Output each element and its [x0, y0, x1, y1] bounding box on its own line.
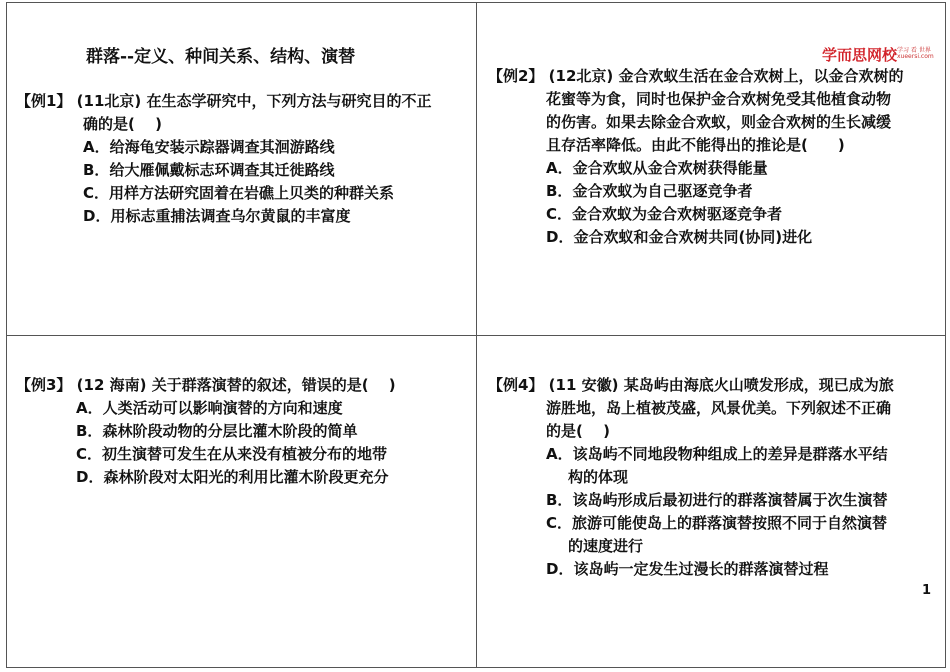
question-2-option-a: A．金合欢蚁从金合欢树获得能量 — [546, 159, 768, 177]
question-2-option-b: B．金合欢蚁为自己驱逐竞争者 — [546, 182, 753, 200]
question-2-stem: 【例2】 (12北京) 金合欢蚁生活在金合欢树上，以金合欢树的 — [488, 67, 904, 85]
question-3-stem: 【例3】 (12 海南) 关于群落演替的叙述，错误的是( ) — [16, 376, 396, 394]
page-title: 群落--定义、种间关系、结构、演替 — [86, 47, 356, 67]
question-4-option-b: B．该岛屿形成后最初进行的群落演替属于次生演替 — [546, 491, 888, 509]
question-4-option-a: A．该岛屿不同地段物种组成上的差异是群落水平结 构的体现 — [546, 445, 888, 486]
logo-url: xueersi.com — [897, 53, 934, 60]
question-1-option-b: B．给大雁佩戴标志环调查其迁徙路线 — [83, 161, 335, 179]
question-4-stem-line3: 的是( ) — [546, 422, 610, 440]
question-3-option-c: C．初生演替可发生在从来没有植被分布的地带 — [76, 445, 388, 463]
question-2-stem-line2: 花蜜等为食，同时也保护金合欢树免受其他植食动物 — [546, 90, 892, 108]
question-3-option-d: D．森林阶段对太阳光的利用比灌木阶段更充分 — [76, 468, 389, 486]
question-1-option-a: A．给海龟安装示踪器调查其洄游路线 — [83, 138, 335, 156]
question-3-option-b: B．森林阶段动物的分层比灌木阶段的简单 — [76, 422, 358, 440]
question-2-option-d: D．金合欢蚁和金合欢树共同(协同)进化 — [546, 228, 813, 246]
question-2 — [488, 65, 943, 249]
horizontal-divider — [6, 335, 945, 336]
xueersi-logo — [822, 44, 934, 66]
question-1-option-d: D．用标志重捕法调查乌尔黄鼠的丰富度 — [83, 207, 351, 225]
question-4-stem: 【例4】 (11 安徽) 某岛屿由海底火山喷发形成，现已成为旅 — [488, 376, 894, 394]
question-4-stem-line2: 游胜地，岛上植被茂盛，风景优美。下列叙述不正确 — [546, 399, 892, 417]
question-3 — [16, 374, 471, 489]
page-number: 1 — [922, 583, 932, 598]
question-1-stem: 【例1】 (11北京) 在生态学研究中，下列方法与研究目的不正 — [16, 92, 432, 110]
question-1-option-c: C．用样方法研究固着在岩礁上贝类的种群关系 — [83, 184, 395, 202]
question-2-stem-line4: 且存活率降低。由此不能得出的推论是( ) — [546, 136, 845, 154]
question-4-option-c: C．旅游可能使岛上的群落演替按照不同于自然演替 的速度进行 — [546, 514, 888, 555]
logo-slogan: 学习 看 世界 — [897, 47, 931, 54]
question-1 — [16, 90, 471, 228]
question-4-option-d: D．该岛屿一定发生过漫长的群落演替过程 — [546, 560, 829, 578]
question-2-option-c: C．金合欢蚁为金合欢树驱逐竞争者 — [546, 205, 783, 223]
question-2-stem-line3: 的伤害。如果去除金合欢蚁，则金合欢树的生长减缓 — [546, 113, 892, 131]
question-3-option-a: A．人类活动可以影响演替的方向和速度 — [76, 399, 343, 417]
logo-brand: 学而思网校 — [822, 46, 898, 64]
question-1-stem-cont: 确的是( ) — [83, 115, 162, 133]
question-4 — [488, 374, 943, 581]
